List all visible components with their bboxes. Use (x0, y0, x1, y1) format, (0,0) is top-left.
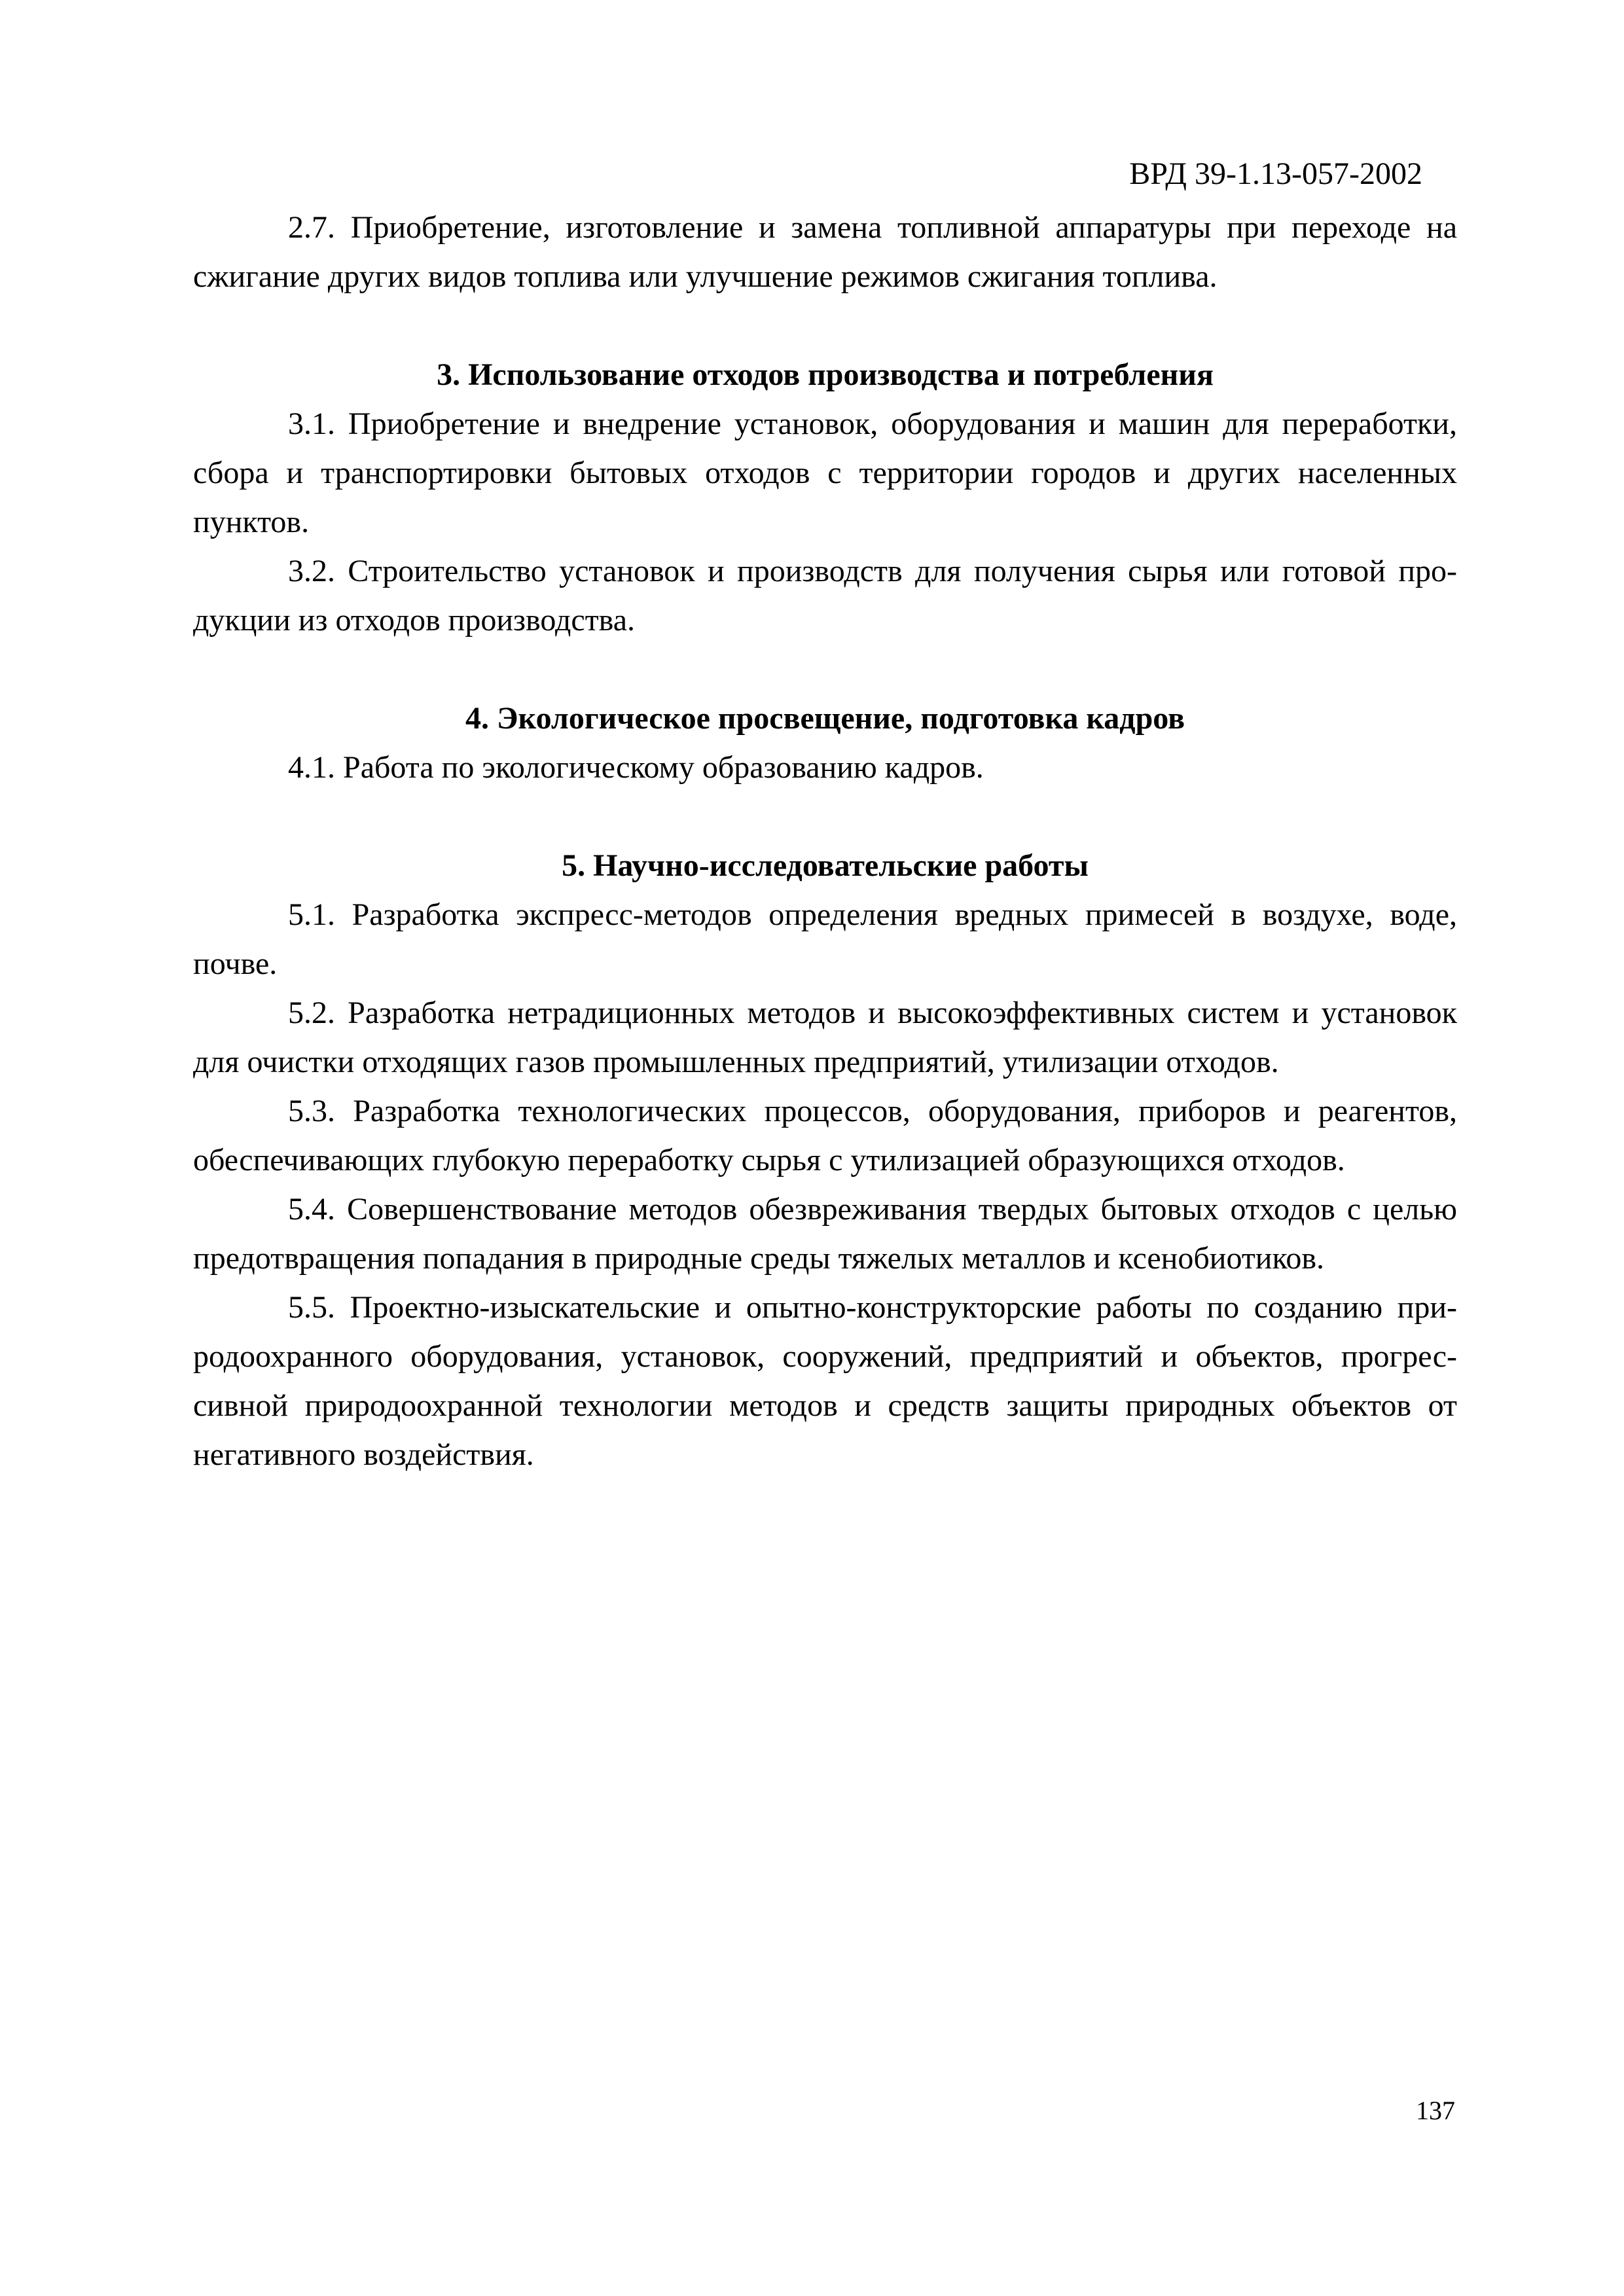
paragraph-3-1: 3.1. Приобретение и внедрение установок, оборудования и машин для переработки, сбора и транспортировки бытовых отходов с территории городов и других населенных пунктов. (193, 406, 1457, 539)
section-4-heading: 4. Экологическое просвещение, подготовка кадров (465, 701, 1185, 736)
paragraph-3-2: 3.2. Строительство установок и производств для получения сырья или готовой продукции из отходов производства. (193, 554, 1457, 637)
paragraph-5-4: 5.4. Совершенствование методов обезвреживания твердых бытовых отходов с целью предотвращения попадания в природные среды тяжелых металлов и ксенобиотиков. (193, 1192, 1457, 1276)
paragraph-5-2: 5.2. Разработка нетрадиционных методов и высокоэффективных систем и установок для очистки отходящих газов промышленных предприятий, утилизации отходов. (193, 996, 1457, 1079)
section-5-heading: 5. Научно-исследовательские работы (562, 848, 1089, 883)
paragraph-5-3: 5.3. Разработка технологических процессов, оборудования, приборов и реагентов, обеспечивающих глубокую переработку сырья с утилизацией образующихся отходов. (193, 1094, 1457, 1177)
paragraph-4-1: 4.1. Работа по экологическому образованию кадров. (288, 750, 984, 785)
paragraph-5-1: 5.1. Разработка экспресс-методов определения вредных примесей в воздухе, воде, почве. (193, 897, 1457, 981)
paragraph-5-5: 5.5. Проектно-изыскательские и опытно-конструкторские работы по созданию природоохранного оборудования, установок, сооружений, предприятий и объектов, прогрессивной природоохранной технологии методов и средств защиты природных объектов от негативного воздействия. (193, 1290, 1457, 1472)
document-body (193, 203, 1457, 1479)
section-3-heading: 3. Использование отходов производства и потребления (437, 357, 1214, 392)
paragraph-2-7: 2.7. Приобретение, изготовление и замена топливной аппаратуры при переходе на сжигание других видов топлива или улучшение режимов сжигания топлива. (193, 210, 1457, 294)
document-code: ВРД 39-1.13-057-2002 (1129, 156, 1422, 191)
page-number: 137 (1416, 2096, 1455, 2125)
